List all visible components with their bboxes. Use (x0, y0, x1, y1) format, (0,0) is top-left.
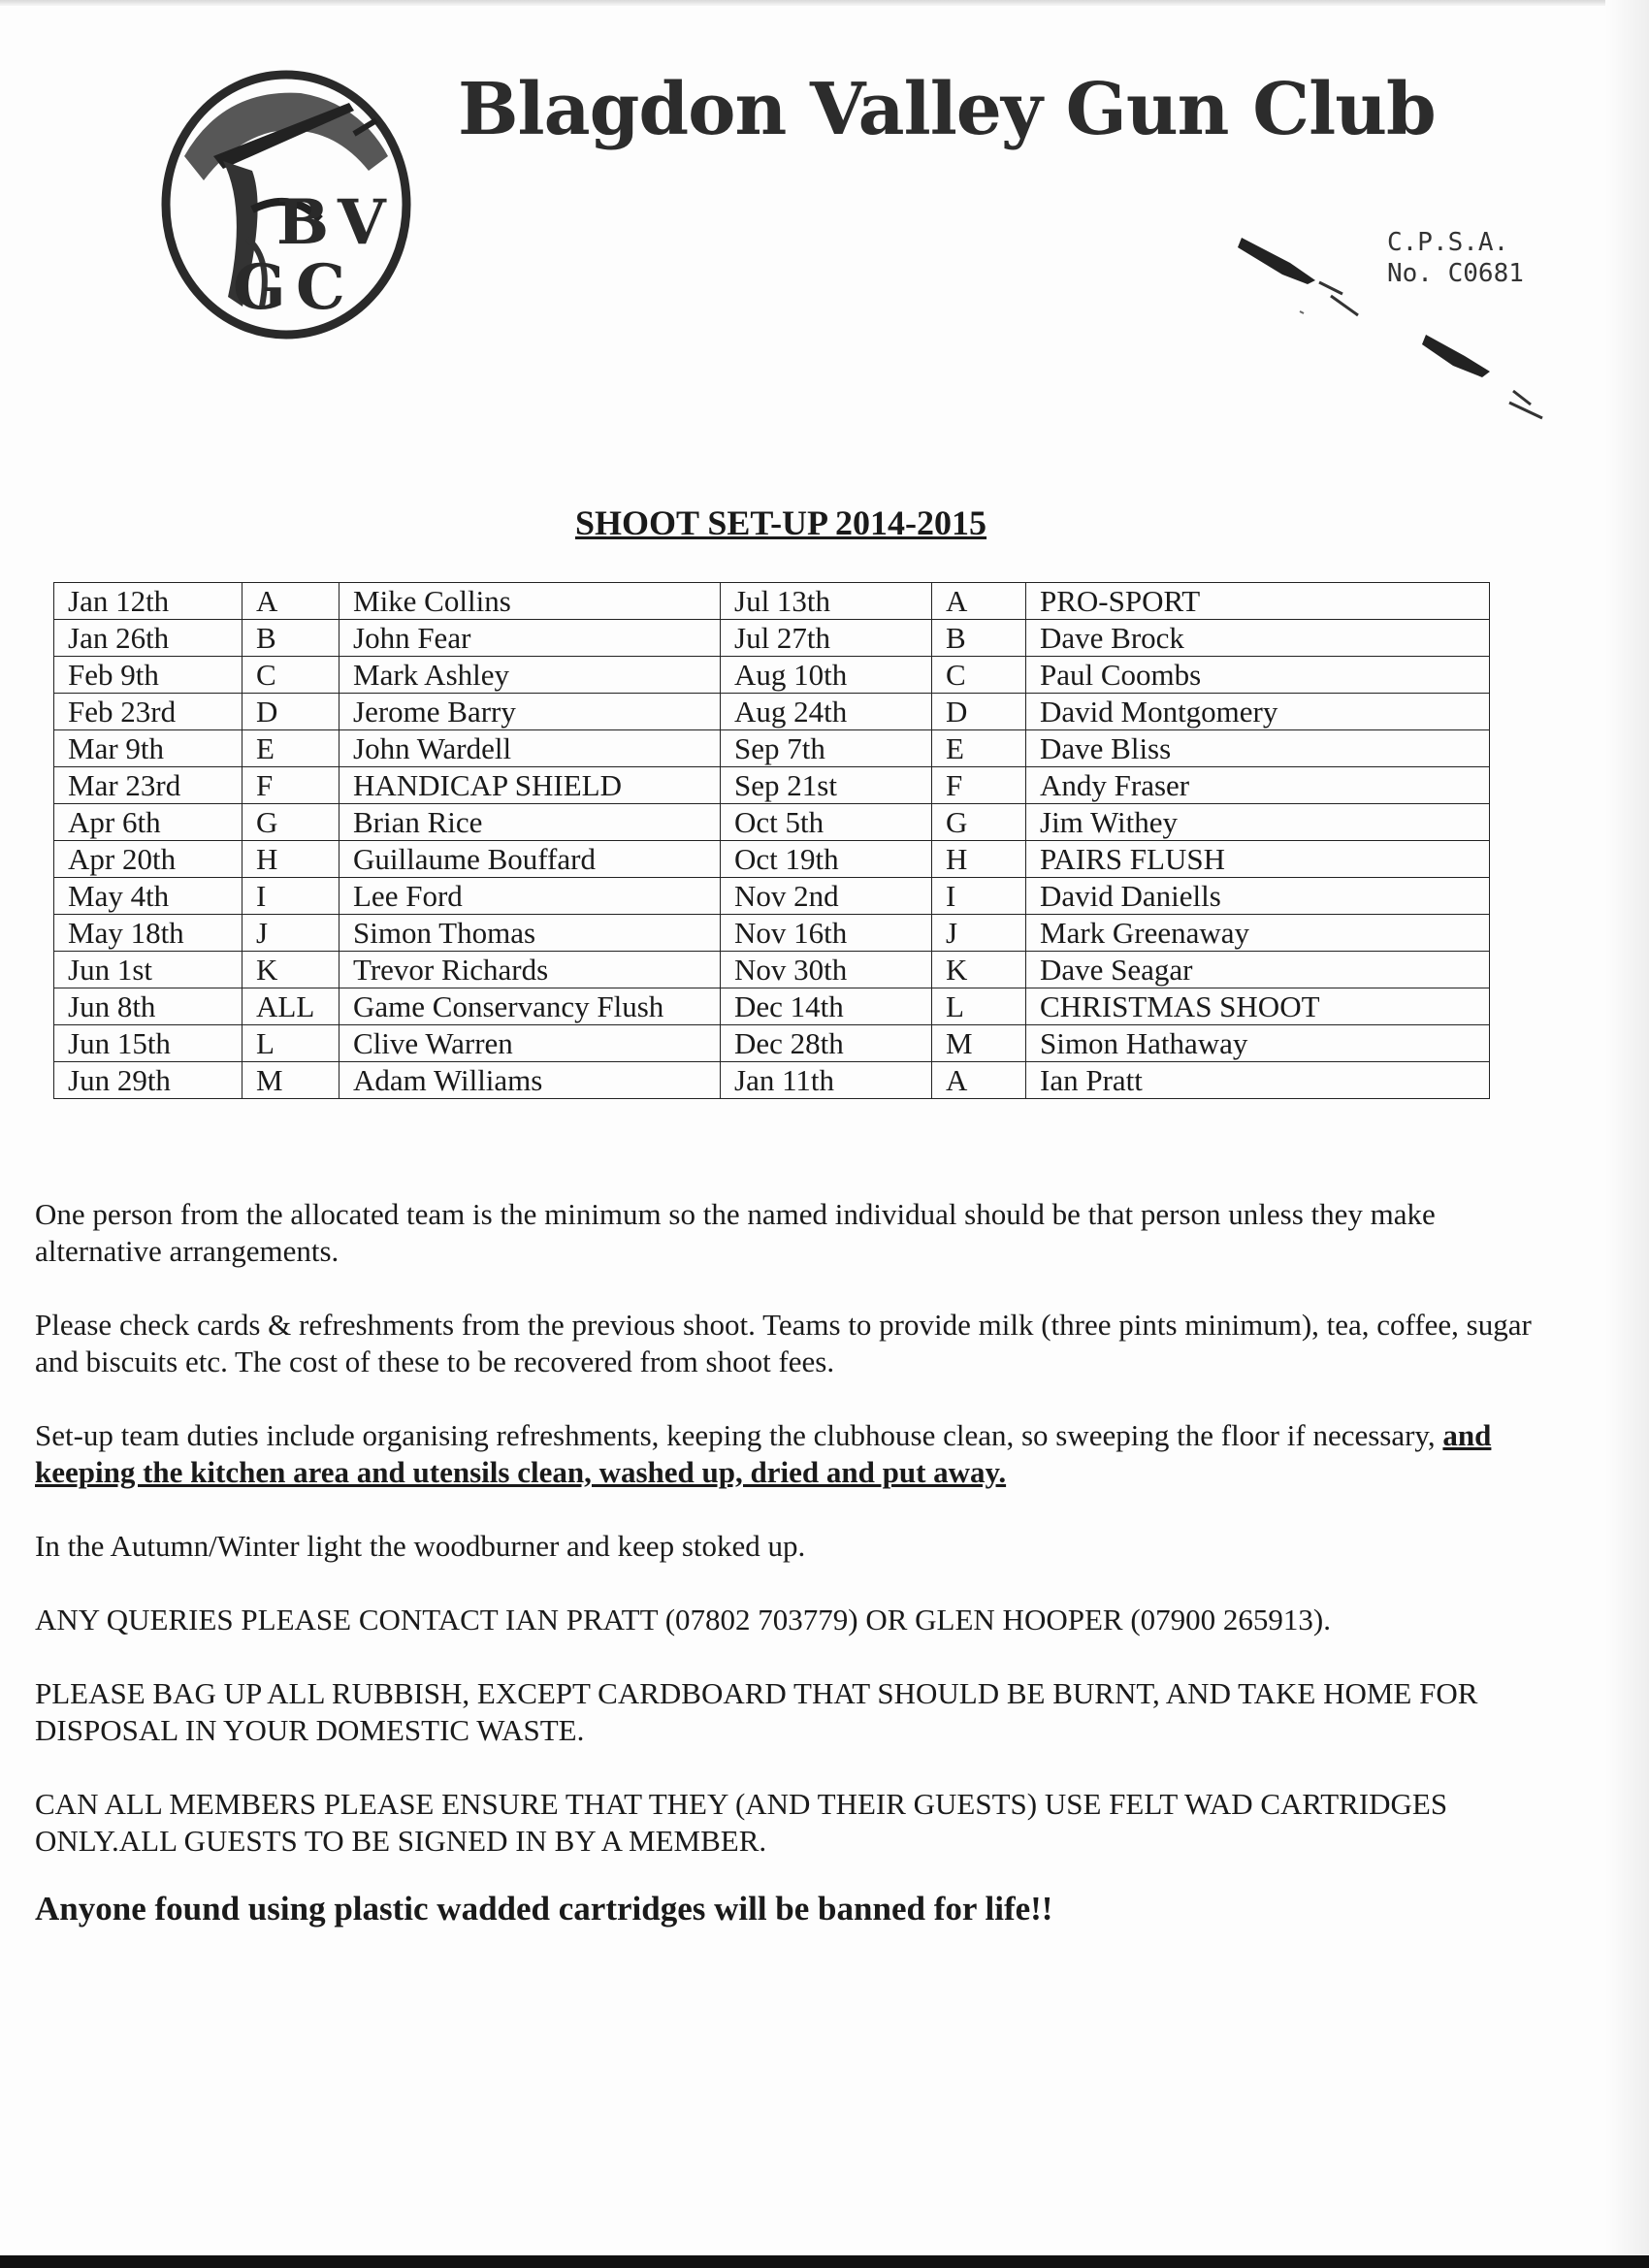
team-first-half: J (242, 915, 340, 952)
date-second-half: Nov 16th (721, 915, 932, 952)
date-second-half: Dec 28th (721, 1025, 932, 1062)
name-second-half: PRO-SPORT (1026, 583, 1490, 620)
rota-row (54, 694, 1490, 730)
team-second-half: K (932, 952, 1026, 988)
name-first-half: Game Conservancy Flush (340, 988, 721, 1025)
date-first-half: Jun 15th (54, 1025, 242, 1062)
clay-target-streaks-icon (1222, 218, 1552, 427)
team-second-half: G (932, 804, 1026, 841)
date-first-half: Jan 26th (54, 620, 242, 657)
date-first-half: Apr 20th (54, 841, 242, 878)
name-second-half: Paul Coombs (1026, 657, 1490, 694)
name-first-half: Lee Ford (340, 878, 721, 915)
rota-row (54, 583, 1490, 620)
date-second-half: Sep 21st (721, 767, 932, 804)
date-second-half: Jan 11th (721, 1062, 932, 1099)
name-first-half: Mike Collins (340, 583, 721, 620)
date-first-half: Jun 29th (54, 1062, 242, 1099)
date-second-half: Jul 13th (721, 583, 932, 620)
cpsa-line-2: No. C0681 (1387, 259, 1524, 288)
team-first-half: C (242, 657, 340, 694)
note-duties (35, 1417, 1548, 1491)
name-first-half: Guillaume Bouffard (340, 841, 721, 878)
rota-body (54, 583, 1490, 1099)
team-first-half: B (242, 620, 340, 657)
team-second-half: A (932, 1062, 1026, 1099)
logo-letter-g: G (233, 251, 286, 324)
date-first-half: Feb 23rd (54, 694, 242, 730)
team-second-half: F (932, 767, 1026, 804)
team-second-half: B (932, 620, 1026, 657)
name-second-half: Dave Brock (1026, 620, 1490, 657)
name-second-half: CHRISTMAS SHOOT (1026, 988, 1490, 1025)
name-second-half: David Montgomery (1026, 694, 1490, 730)
rota-row (54, 657, 1490, 694)
name-second-half: Dave Seagar (1026, 952, 1490, 988)
name-second-half: Andy Fraser (1026, 767, 1490, 804)
name-second-half: Jim Withey (1026, 804, 1490, 841)
rota-row (54, 952, 1490, 988)
name-first-half: John Fear (340, 620, 721, 657)
team-second-half: J (932, 915, 1026, 952)
note-refreshments: Please check cards & refreshments from the previous shoot. Teams to provide milk (three pints minimum), tea, coffee, sugar and biscuits etc. The cost of these to be recovered from shoot fees. (35, 1308, 1532, 1378)
date-second-half: Jul 27th (721, 620, 932, 657)
team-first-half: D (242, 694, 340, 730)
team-first-half: F (242, 767, 340, 804)
name-second-half: Simon Hathaway (1026, 1025, 1490, 1062)
name-first-half: HANDICAP SHIELD (340, 767, 721, 804)
date-second-half: Sep 7th (721, 730, 932, 767)
name-first-half: Trevor Richards (340, 952, 721, 988)
team-first-half: H (242, 841, 340, 878)
team-first-half: E (242, 730, 340, 767)
note-duties-text: Set-up team duties include organising refreshments, keeping the clubhouse clean, so sweeping the floor if necessary, (35, 1418, 1443, 1452)
team-second-half: D (932, 694, 1026, 730)
rota-row (54, 878, 1490, 915)
rota-row (54, 620, 1490, 657)
team-second-half: C (932, 657, 1026, 694)
date-first-half: Mar 23rd (54, 767, 242, 804)
logo-letter-b: B (276, 186, 330, 259)
note-cartridges: CAN ALL MEMBERS PLEASE ENSURE THAT THEY (AND THEIR GUESTS) USE FELT WAD CARTRIDGES ONLY.ALL GUESTS TO BE SIGNED IN BY A MEMBER. (35, 1787, 1448, 1858)
name-first-half: Brian Rice (340, 804, 721, 841)
rota-row (54, 804, 1490, 841)
date-second-half: Oct 19th (721, 841, 932, 878)
team-second-half: A (932, 583, 1026, 620)
date-first-half: Mar 9th (54, 730, 242, 767)
name-first-half: Simon Thomas (340, 915, 721, 952)
team-first-half: ALL (242, 988, 340, 1025)
shoot-rota-table (53, 582, 1490, 1099)
date-first-half: Feb 9th (54, 657, 242, 694)
date-first-half: Jun 8th (54, 988, 242, 1025)
club-logo (155, 64, 417, 345)
team-second-half: L (932, 988, 1026, 1025)
scan-bottom-edge (0, 2255, 1649, 2268)
team-first-half: K (242, 952, 340, 988)
name-second-half: PAIRS FLUSH (1026, 841, 1490, 878)
note-contacts: ANY QUERIES PLEASE CONTACT IAN PRATT (07802 703779) OR GLEN HOOPER (07900 265913). (35, 1603, 1331, 1636)
rota-row (54, 915, 1490, 952)
note-woodburner: In the Autumn/Winter light the woodburner and keep stoked up. (35, 1529, 806, 1563)
date-second-half: Dec 14th (721, 988, 932, 1025)
rota-row (54, 841, 1490, 878)
date-second-half: Nov 30th (721, 952, 932, 988)
date-first-half: May 18th (54, 915, 242, 952)
date-second-half: Nov 2nd (721, 878, 932, 915)
date-second-half: Aug 10th (721, 657, 932, 694)
logo-letter-c: C (296, 251, 345, 324)
date-first-half: Jun 1st (54, 952, 242, 988)
date-second-half: Aug 24th (721, 694, 932, 730)
rota-row (54, 1062, 1490, 1099)
warning-plastic-wad: Anyone found using plastic wadded cartridges will be banned for life!! (35, 1890, 1053, 1928)
date-second-half: Oct 5th (721, 804, 932, 841)
note-rubbish: PLEASE BAG UP ALL RUBBISH, EXCEPT CARDBOARD THAT SHOULD BE BURNT, AND TAKE HOME FOR DISPOSAL IN YOUR DOMESTIC WASTE. (35, 1676, 1478, 1747)
notes-section (35, 1196, 1548, 1964)
scan-top-edge (0, 0, 1649, 6)
date-first-half: Apr 6th (54, 804, 242, 841)
rota-row (54, 730, 1490, 767)
name-first-half: Adam Williams (340, 1062, 721, 1099)
team-first-half: M (242, 1062, 340, 1099)
team-first-half: G (242, 804, 340, 841)
name-second-half: Mark Greenaway (1026, 915, 1490, 952)
team-first-half: A (242, 583, 340, 620)
logo-letter-v: V (338, 186, 386, 259)
name-first-half: Mark Ashley (340, 657, 721, 694)
name-second-half: David Daniells (1026, 878, 1490, 915)
team-second-half: H (932, 841, 1026, 878)
date-first-half: May 4th (54, 878, 242, 915)
schedule-title: SHOOT SET-UP 2014-2015 (574, 503, 987, 542)
team-second-half: E (932, 730, 1026, 767)
team-second-half: M (932, 1025, 1026, 1062)
rota-row (54, 988, 1490, 1025)
club-name: Blagdon Valley Gun Club (458, 68, 1436, 151)
cpsa-line-1: C.P.S.A. (1387, 228, 1509, 257)
note-duties-emphasis: and keeping the kitchen area and utensils clean, washed up, dried and put away. (35, 1418, 1492, 1489)
name-first-half: Clive Warren (340, 1025, 721, 1062)
team-first-half: L (242, 1025, 340, 1062)
rota-row (54, 1025, 1490, 1062)
note-minimum-person: One person from the allocated team is the minimum so the named individual should be that person unless they make alternative arrangements. (35, 1197, 1436, 1268)
name-first-half: Jerome Barry (340, 694, 721, 730)
name-second-half: Ian Pratt (1026, 1062, 1490, 1099)
rota-row (54, 767, 1490, 804)
team-first-half: I (242, 878, 340, 915)
team-second-half: I (932, 878, 1026, 915)
date-first-half: Jan 12th (54, 583, 242, 620)
name-second-half: Dave Bliss (1026, 730, 1490, 767)
name-first-half: John Wardell (340, 730, 721, 767)
scan-right-edge (1605, 0, 1649, 2255)
